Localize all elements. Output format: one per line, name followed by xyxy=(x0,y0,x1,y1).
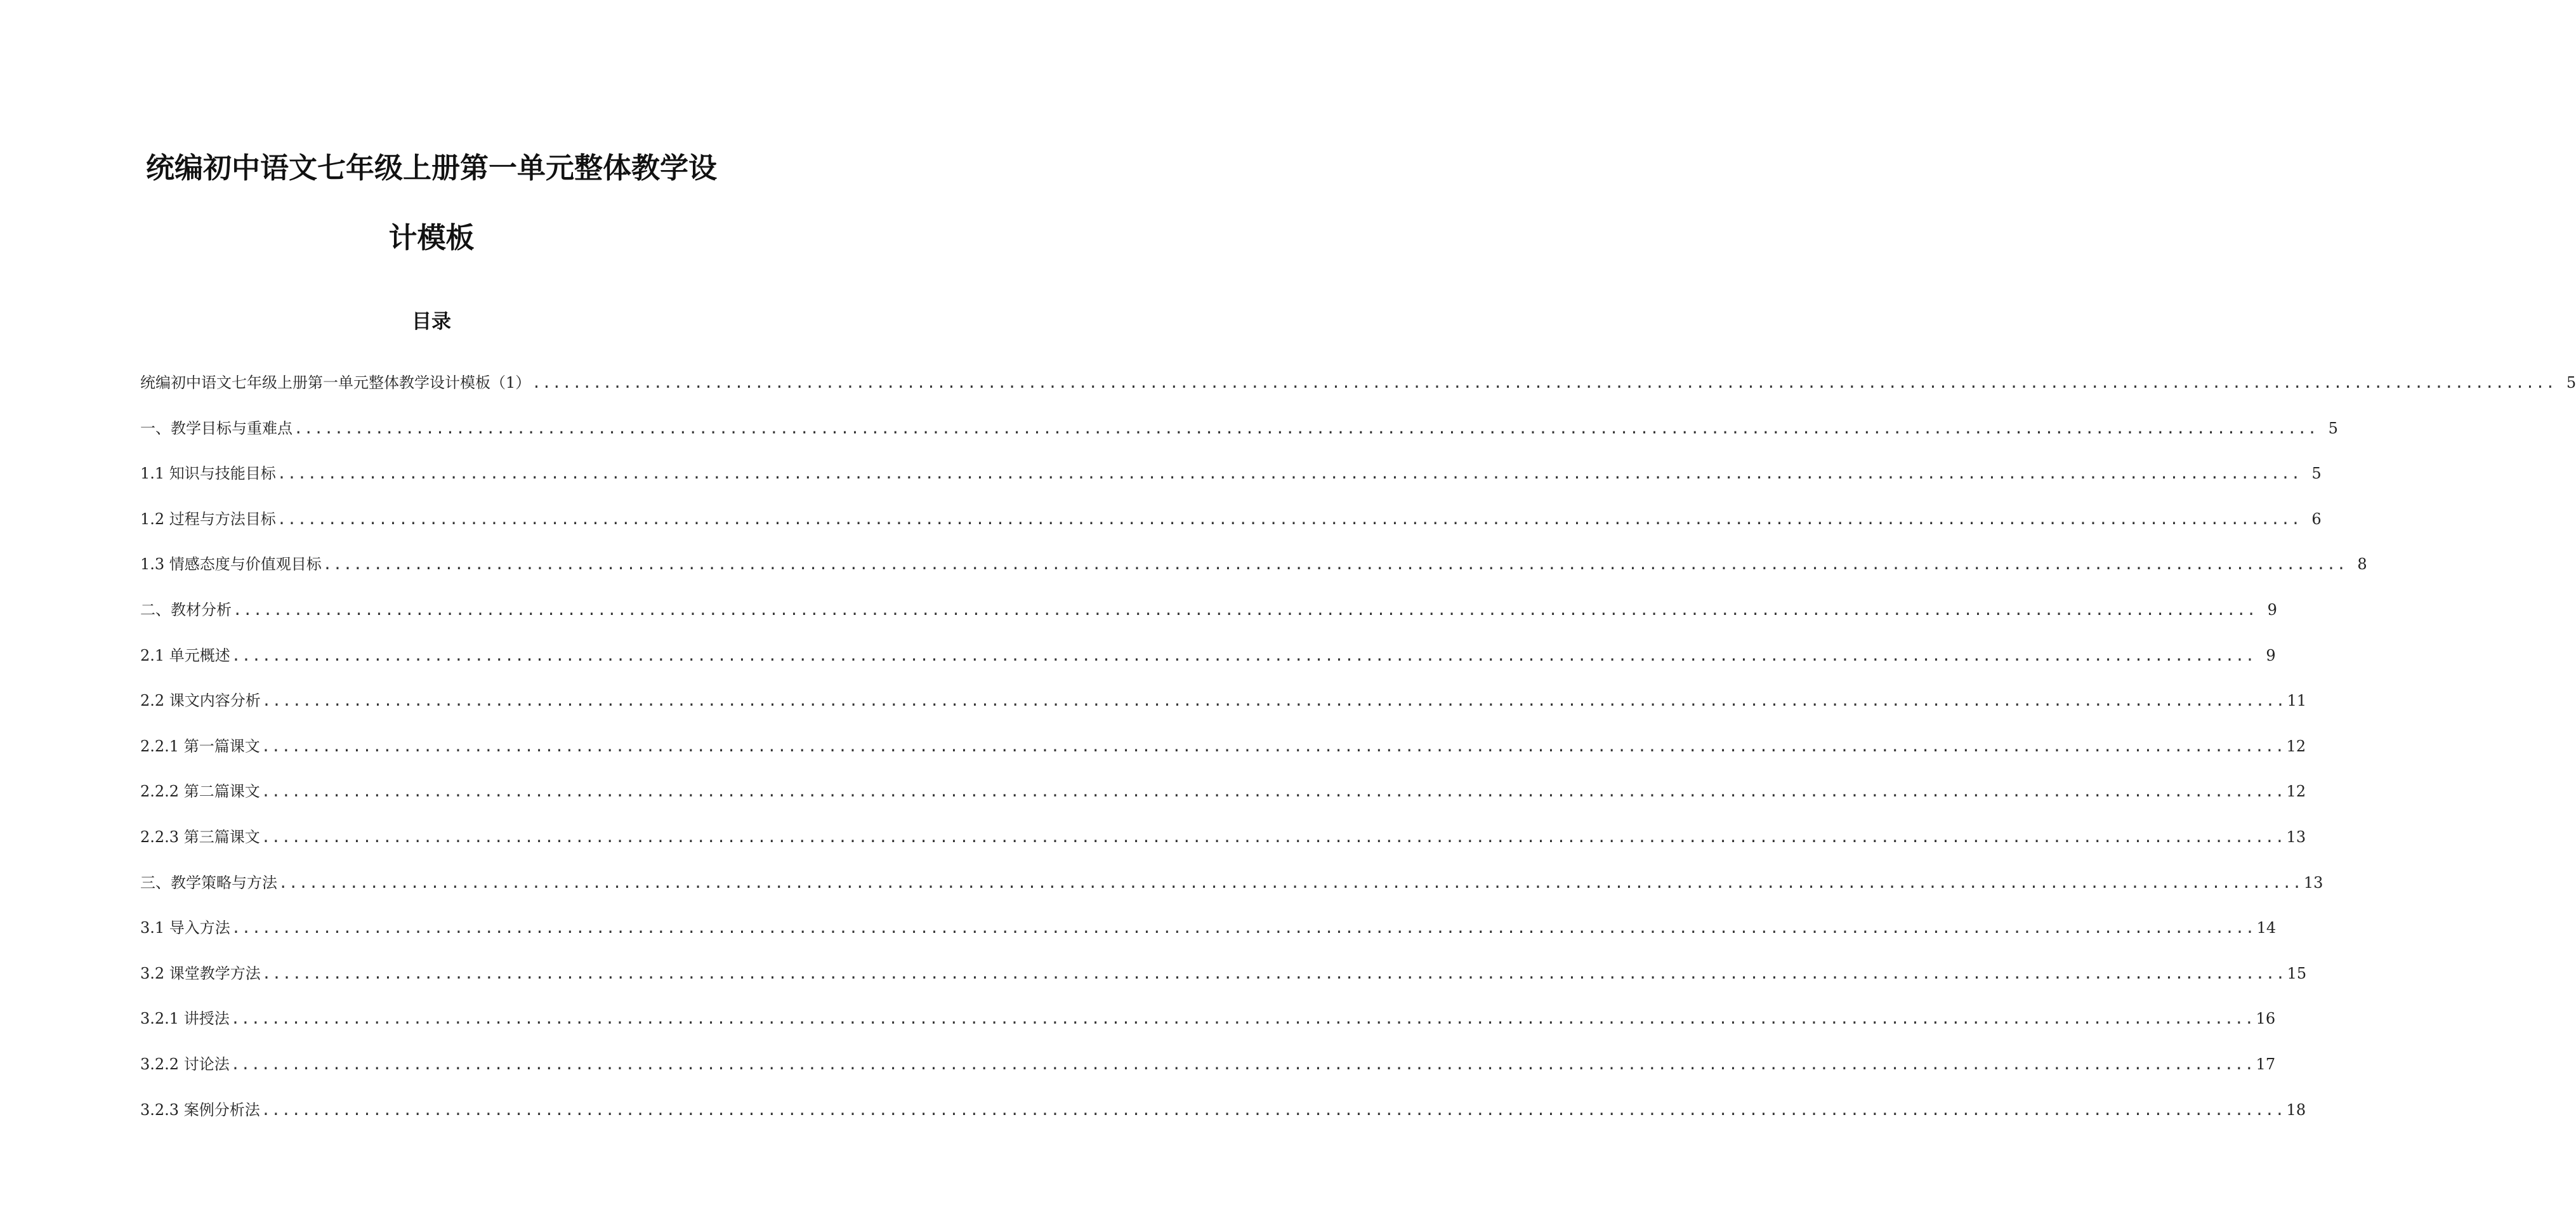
toc-dot-leader: ........................................................................................................................................................................................................ xyxy=(233,600,2257,619)
toc-entry-label: 3.2 课堂教学方法 xyxy=(140,964,261,982)
toc-page-number: 5 xyxy=(2566,374,2576,392)
toc-dot-leader: ........................................................................................................................................................................................................ xyxy=(261,782,2285,801)
toc-dot-leader: ........................................................................................................................................................................................................ xyxy=(277,510,2301,528)
toc-entry-label: 2.2 课文内容分析 xyxy=(140,692,261,710)
toc-entry[interactable] xyxy=(140,371,2576,417)
toc-entry-label: 3.2.3 案例分析法 xyxy=(140,1100,260,1119)
table-of-contents xyxy=(140,371,2576,1144)
toc-entry[interactable] xyxy=(140,916,2277,962)
toc-dot-leader: ........................................................................................................................................................................................................ xyxy=(261,737,2285,755)
toc-dot-leader: ........................................................................................................................................................................................................ xyxy=(230,1055,2255,1073)
toc-page-number: 12 xyxy=(2286,737,2306,755)
toc-page-number: 13 xyxy=(2286,828,2306,846)
toc-dot-leader: ........................................................................................................................................................................................................ xyxy=(230,1010,2255,1028)
toc-entry[interactable] xyxy=(140,962,2307,1008)
toc-entry[interactable] xyxy=(140,462,2322,508)
toc-dot-leader: ........................................................................................................................................................................................................ xyxy=(322,555,2347,574)
toc-page-number: 15 xyxy=(2287,964,2307,982)
toc-entry[interactable] xyxy=(140,871,2323,917)
toc-dot-leader: ........................................................................................................................................................................................................ xyxy=(231,919,2256,937)
toc-entry-label: 3.2.1 讲授法 xyxy=(140,1010,230,1028)
toc-dot-leader: ........................................................................................................................................................................................................ xyxy=(261,828,2285,846)
toc-dot-leader: ........................................................................................................................................................................................................ xyxy=(294,419,2318,437)
toc-entry-label: 3.1 导入方法 xyxy=(140,919,230,937)
toc-entry-label: 1.2 过程与方法目标 xyxy=(140,510,276,528)
toc-dot-leader: ........................................................................................................................................................................................................ xyxy=(261,964,2286,982)
toc-entry[interactable] xyxy=(140,780,2306,826)
toc-entry[interactable] xyxy=(140,598,2277,644)
toc-entry[interactable] xyxy=(140,689,2307,735)
toc-dot-leader: ........................................................................................................................................................................................................ xyxy=(279,873,2303,892)
toc-entry-label: 2.2.2 第二篇课文 xyxy=(140,782,260,801)
toc-page-number: 5 xyxy=(2328,419,2338,437)
toc-page-number: 9 xyxy=(2267,600,2277,619)
toc-entry[interactable] xyxy=(140,1099,2306,1144)
toc-entry-label: 1.1 知识与技能目标 xyxy=(140,465,276,483)
toc-dot-leader: ........................................................................................................................................................................................................ xyxy=(261,1100,2285,1119)
toc-dot-leader: ........................................................................................................................................................................................................ xyxy=(261,692,2286,710)
toc-dot-leader: ........................................................................................................................................................................................................ xyxy=(231,646,2256,664)
toc-page-number: 13 xyxy=(2303,873,2323,892)
toc-entry[interactable] xyxy=(140,417,2338,463)
document-title-line-1: 统编初中语文七年级上册第一单元整体教学设 xyxy=(145,151,717,185)
toc-page-number: 17 xyxy=(2256,1055,2276,1073)
toc-entry[interactable] xyxy=(140,644,2276,690)
toc-entry[interactable] xyxy=(140,735,2306,781)
toc-entry-label: 统编初中语文七年级上册第一单元整体教学设计模板（1） xyxy=(140,374,531,392)
toc-page-number: 12 xyxy=(2286,782,2306,801)
toc-entry-label: 三、教学策略与方法 xyxy=(140,873,277,892)
toc-page-number: 6 xyxy=(2311,510,2322,528)
toc-page-number: 5 xyxy=(2311,465,2322,483)
toc-page-number: 14 xyxy=(2256,919,2277,937)
toc-entry-label: 2.2.1 第一篇课文 xyxy=(140,737,260,755)
toc-page-number: 16 xyxy=(2256,1010,2276,1028)
toc-entry-label: 二、教材分析 xyxy=(140,600,232,619)
toc-entry-label: 3.2.2 讨论法 xyxy=(140,1055,230,1073)
toc-heading: 目录 xyxy=(412,310,451,333)
toc-entry-label: 1.3 情感态度与价值观目标 xyxy=(140,555,322,574)
toc-page-number: 18 xyxy=(2286,1100,2306,1119)
toc-dot-leader: ........................................................................................................................................................................................................ xyxy=(277,465,2301,483)
toc-dot-leader: ........................................................................................................................................................................................................ xyxy=(532,374,2556,392)
toc-entry[interactable] xyxy=(140,553,2367,598)
document-title-line-2: 计模板 xyxy=(388,221,475,254)
toc-page-number: 9 xyxy=(2266,646,2276,664)
toc-entry[interactable] xyxy=(140,508,2322,553)
toc-page-number: 11 xyxy=(2287,692,2307,710)
toc-entry-label: 2.1 单元概述 xyxy=(140,646,230,664)
toc-entry-label: 2.2.3 第三篇课文 xyxy=(140,828,260,846)
toc-entry[interactable] xyxy=(140,1053,2276,1099)
toc-entry[interactable] xyxy=(140,826,2306,871)
toc-entry-label: 一、教学目标与重难点 xyxy=(140,419,292,437)
toc-page-number: 8 xyxy=(2357,555,2367,574)
toc-entry[interactable] xyxy=(140,1007,2276,1053)
